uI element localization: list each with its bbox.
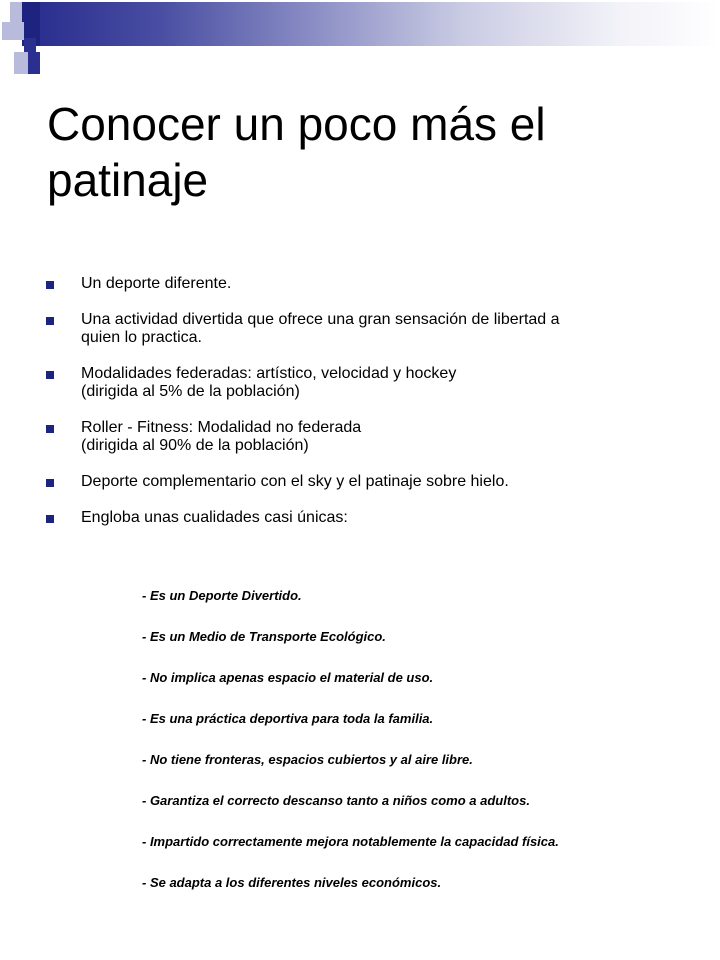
bullet-item	[0, 473, 681, 491]
bullet-item	[0, 275, 681, 293]
square-bullet-icon	[46, 515, 54, 523]
quality-item: - No tiene fronteras, espacios cubiertos y al aire libre.	[142, 752, 473, 767]
quality-item: - Impartido correctamente mejora notablemente la capacidad física.	[142, 834, 559, 849]
quality-item: - Es un Medio de Transporte Ecológico.	[142, 629, 386, 644]
bullet-item	[0, 509, 681, 527]
bullet-text: Una actividad divertida que ofrece una gran sensación de libertad a	[81, 311, 560, 328]
slide-title: Conocer un poco más el patinaje	[47, 98, 546, 206]
decorative-square	[10, 2, 22, 22]
bullet-text: (dirigida al 90% de la población)	[81, 437, 309, 454]
bullet-text: Modalidades federadas: artístico, velocidad y hockey	[81, 365, 457, 382]
bullet-text: quien lo practica.	[81, 329, 202, 346]
bullet-item	[0, 365, 681, 401]
quality-item: - No implica apenas espacio el material de uso.	[142, 670, 434, 685]
quality-item: - Es un Deporte Divertido.	[142, 588, 302, 603]
square-bullet-icon	[46, 425, 54, 433]
square-bullet-icon	[46, 479, 54, 487]
quality-item: - Garantiza el correcto descanso tanto a niños como a adultos.	[142, 793, 530, 808]
bullet-text: Engloba unas cualidades casi únicas:	[81, 509, 348, 526]
bullet-text: Deporte complementario con el sky y el patinaje sobre hielo.	[81, 473, 509, 490]
square-bullet-icon	[46, 371, 54, 379]
square-bullet-icon	[46, 317, 54, 325]
qualities-list	[142, 588, 702, 916]
quality-item: - Es una práctica deportiva para toda la familia.	[142, 711, 434, 726]
decorative-square	[14, 52, 28, 74]
bullet-item	[0, 311, 681, 347]
bullet-text: Roller - Fitness: Modalidad no federada	[81, 419, 362, 436]
bullet-item	[0, 419, 681, 455]
bullet-text: (dirigida al 5% de la población)	[81, 383, 300, 400]
square-bullet-icon	[46, 281, 54, 289]
decorative-square	[2, 22, 24, 40]
header-gradient-band	[40, 2, 720, 46]
quality-item: - Se adapta a los diferentes niveles económicos.	[142, 875, 442, 890]
decorative-square	[24, 38, 36, 52]
decorative-square	[28, 52, 40, 74]
bullet-list	[0, 275, 720, 545]
bullet-text: Un deporte diferente.	[81, 275, 232, 292]
